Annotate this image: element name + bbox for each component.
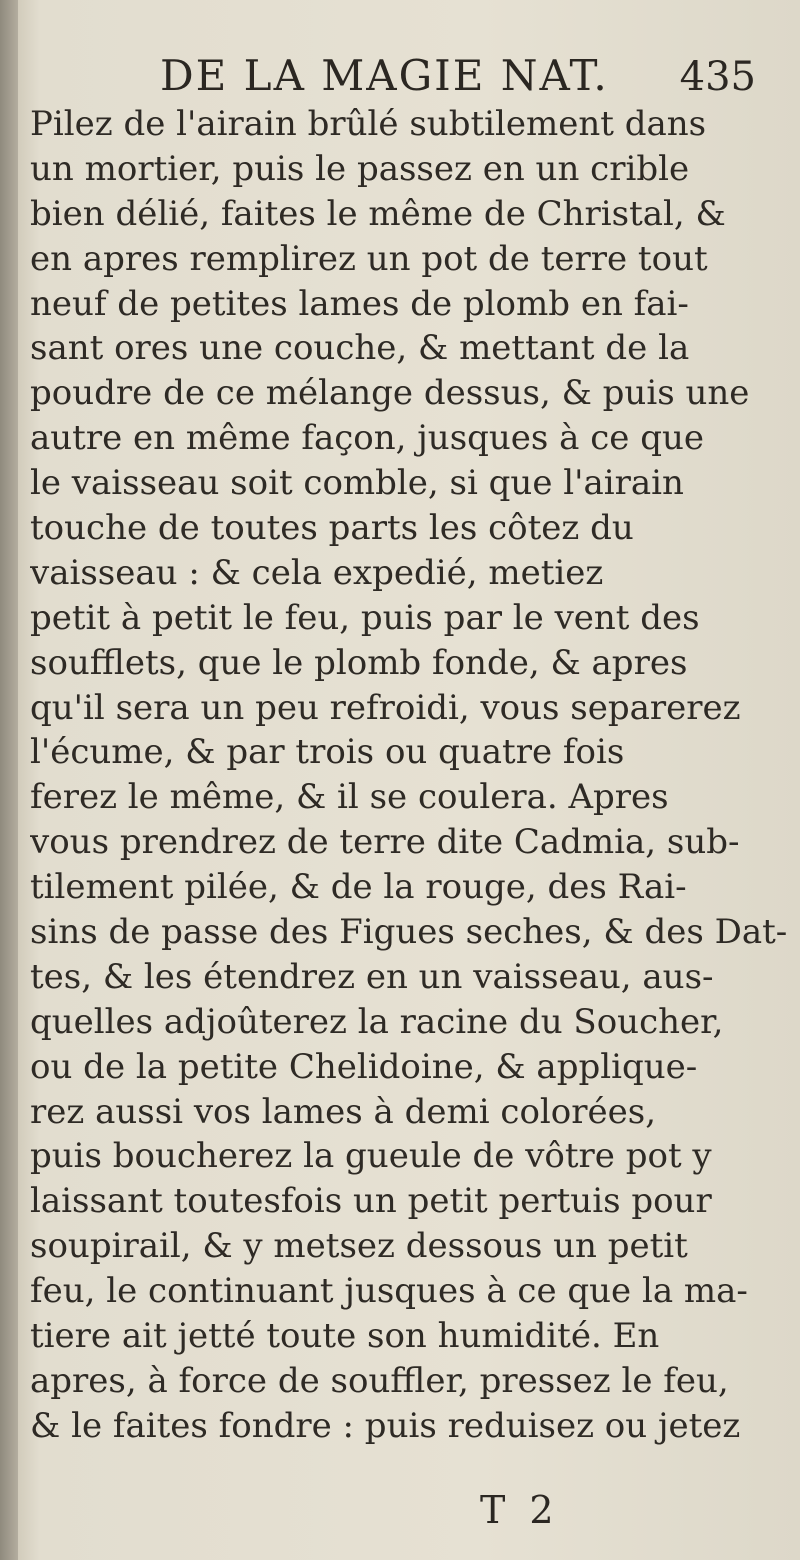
text-line: en apres remplirez un pot de terre tout [30,238,708,279]
page-number: 435 [679,54,756,100]
text-line: l'écume, & par trois ou quatre fois [30,732,625,773]
text-line: soufflets, que le plomb fonde, & apres [30,642,688,683]
text-line: soupirail, & y metsez dessous un petit [30,1226,688,1267]
page-gutter [0,0,18,1560]
text-line: sins de passe des Figues seches, & des Dat- [30,912,788,953]
page-header [160,40,760,100]
text-line: ou de la petite Chelidoine, & applique- [30,1046,698,1087]
text-line: neuf de petites lames de plomb en fai- [30,283,689,324]
text-line: ferez le même, & il se coulera. Apres [30,777,669,818]
text-line: puis boucherez la gueule de vôtre pot y [30,1136,712,1177]
text-line: quelles adjoûterez la racine du Soucher, [30,1001,724,1042]
text-line: tiere ait jetté toute son humidité. En [30,1316,660,1357]
text-line: laissant toutesfois un petit pertuis pour [30,1181,712,1222]
text-line: tes, & les étendrez en un vaisseau, aus- [30,956,714,997]
text-line: poudre de ce mélange dessus, & puis une [30,373,750,414]
text-line: vous prendrez de terre dite Cadmia, sub- [30,822,740,863]
running-title: DE LA MAGIE NAT. [160,51,609,100]
text-line: qu'il sera un peu refroidi, vous separerez [30,687,741,728]
body-text [30,102,790,1502]
text-line: autre en même façon, jusques à ce que [30,418,705,459]
text-line: tilement pilée, & de la rouge, des Rai- [30,867,687,908]
text-line: vaisseau : & cela expedié, metiez [30,552,604,593]
text-line: bien délié, faites le même de Christal, & [30,193,726,234]
signature-mark: T 2 [480,1488,560,1532]
text-line: & le faites fondre : puis reduisez ou jetez [30,1405,741,1446]
text-line: Pilez de l'airain brûlé subtilement dans [30,104,707,144]
text-line: petit à petit le feu, puis par le vent des [30,597,700,638]
text-line: le vaisseau soit comble, si que l'airain [30,463,684,504]
text-line: feu, le continuant jusques à ce que la ma- [30,1271,748,1312]
text-line: rez aussi vos lames à demi colorées, [30,1091,657,1132]
text-line: sant ores une couche, & mettant de la [30,328,690,369]
text-line: apres, à force de souffler, pressez le feu, [30,1360,729,1401]
text-line: un mortier, puis le passez en un crible [30,148,690,189]
text-line: touche de toutes parts les côtez du [30,508,634,549]
